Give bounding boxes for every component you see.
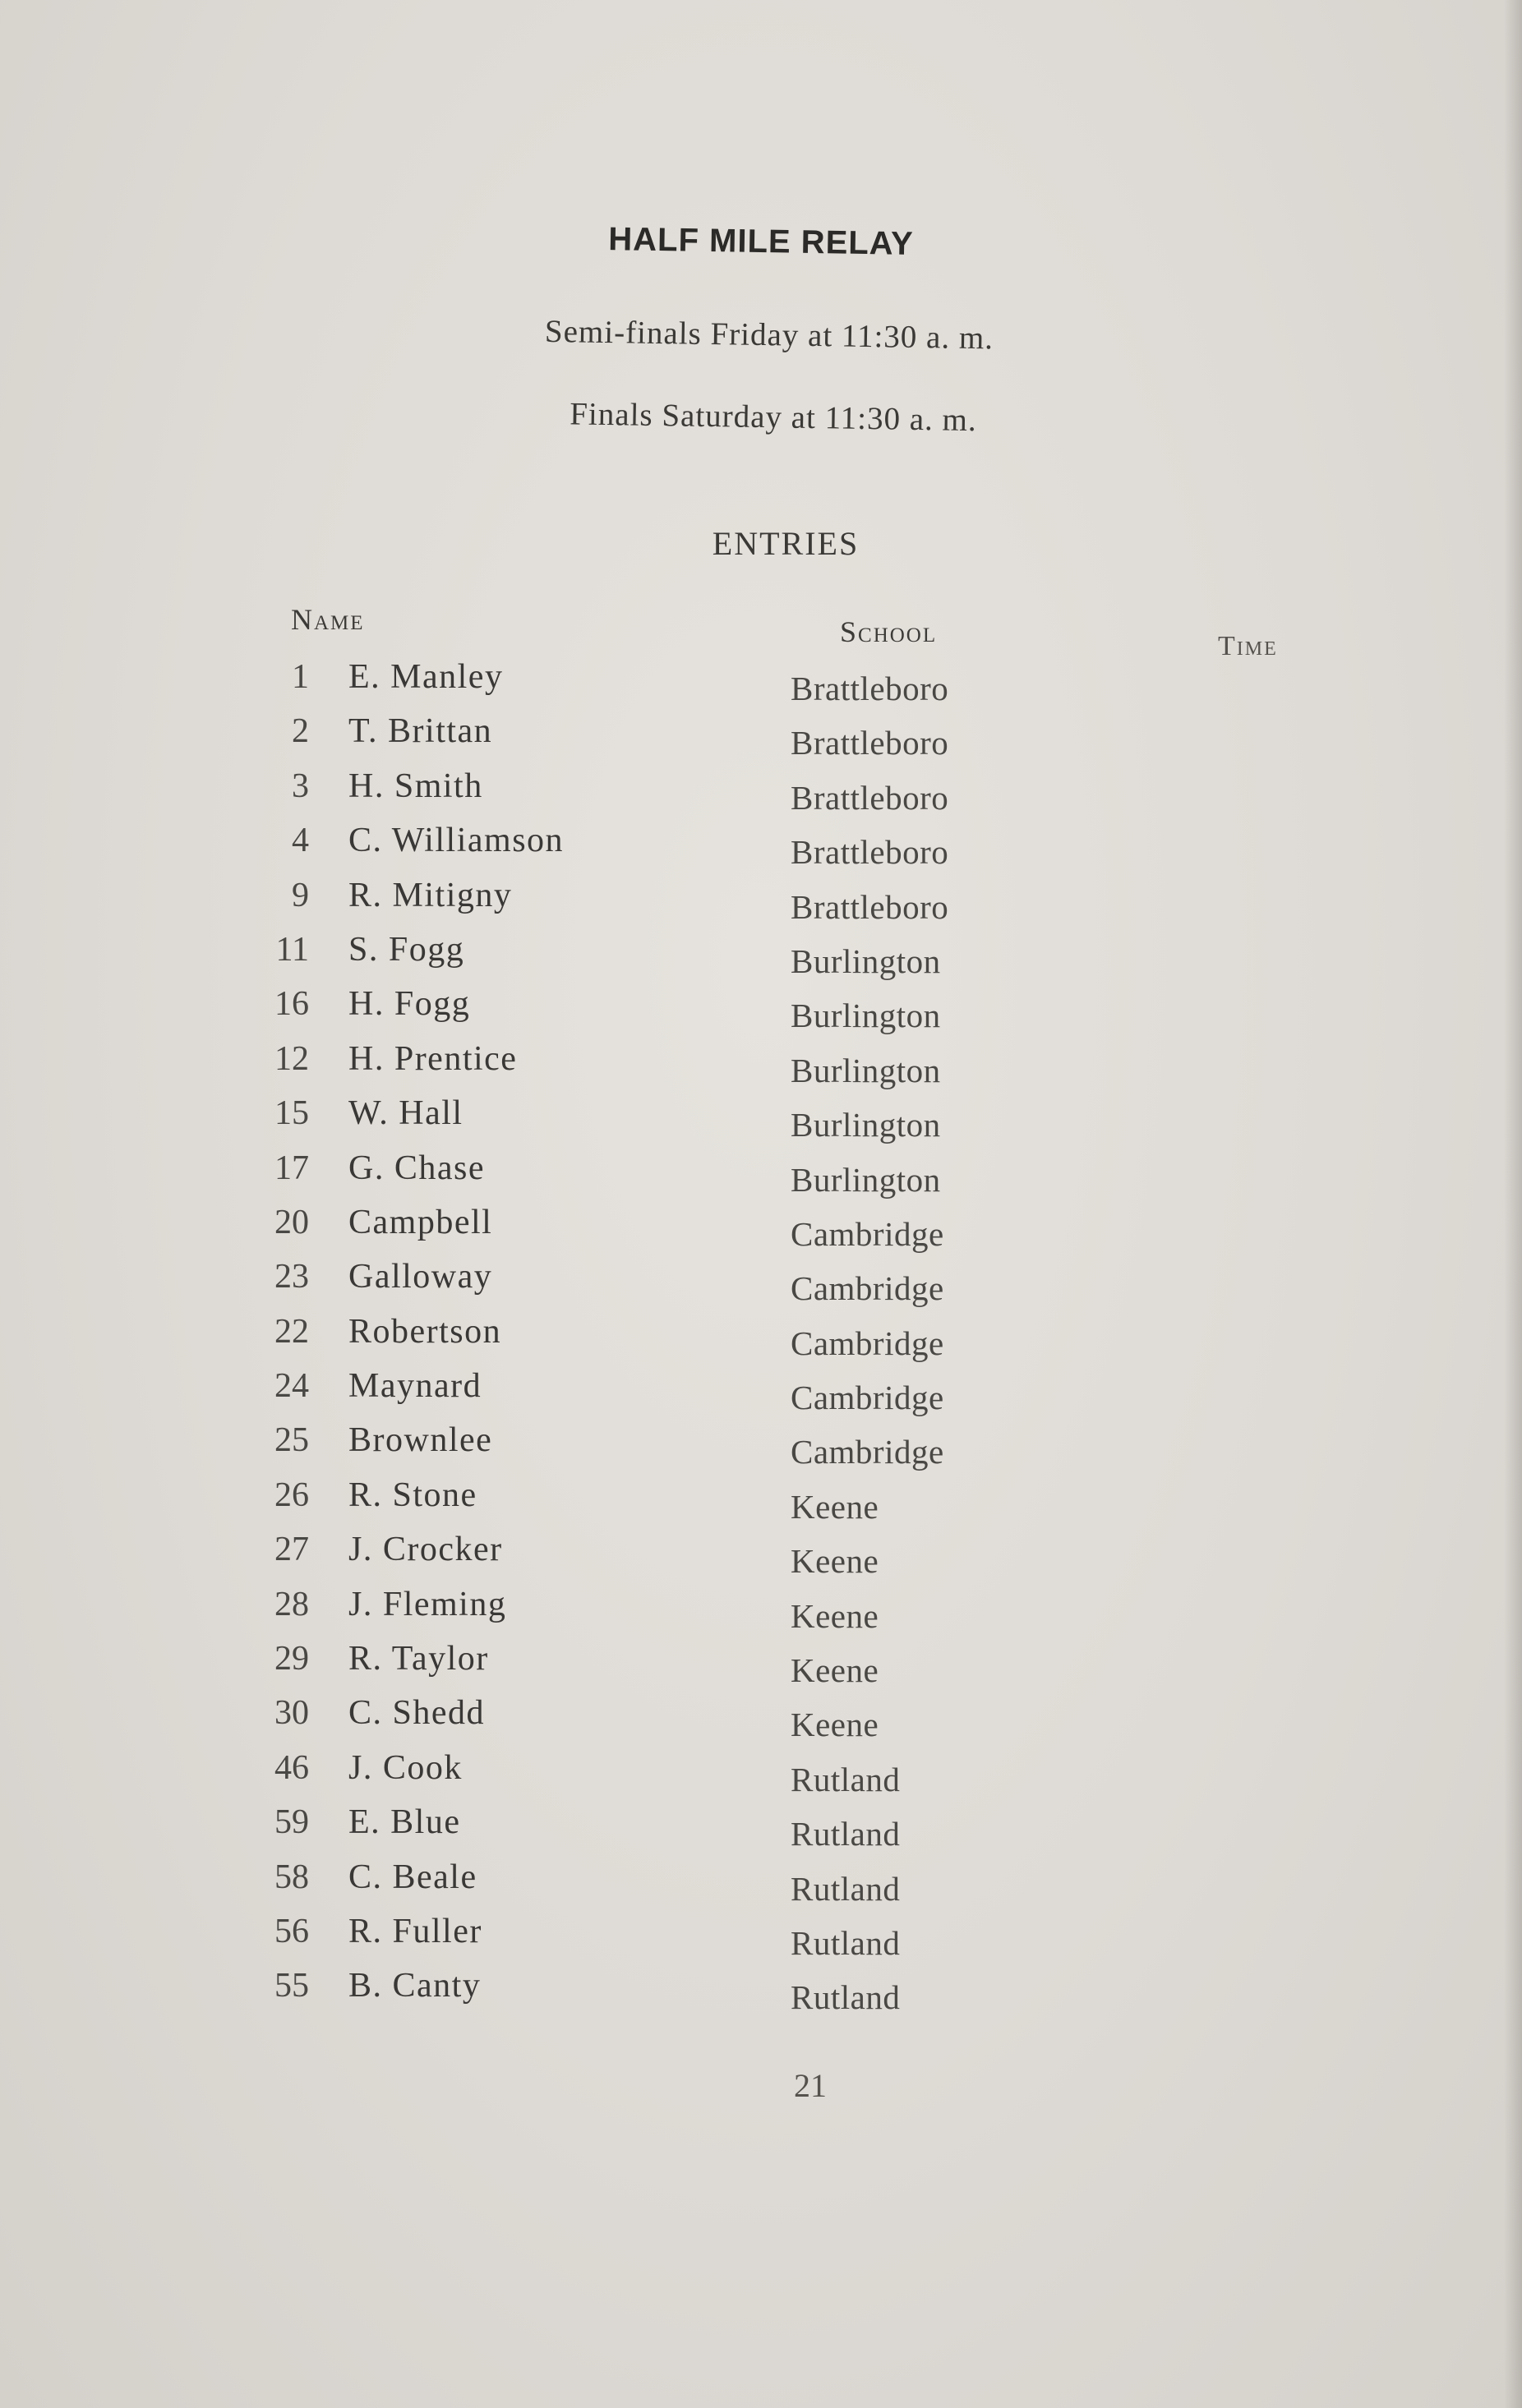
page-title: HALF MILE RELAY — [608, 221, 914, 262]
entry-school: Brattleboro — [791, 887, 949, 926]
entry-school: Keene — [791, 1706, 879, 1744]
entry-row — [0, 1912, 1522, 1966]
entry-school: Rutland — [791, 1923, 901, 1962]
entry-name: H. Fogg — [348, 985, 471, 1024]
entry-number: 46 — [274, 1748, 309, 1787]
entry-row — [0, 1639, 1522, 1693]
entry-number: 12 — [274, 1039, 309, 1078]
entry-number: 59 — [274, 1803, 309, 1842]
entry-name: Brownlee — [348, 1421, 493, 1460]
entry-number: 28 — [274, 1585, 309, 1623]
entry-name: R. Fuller — [348, 1912, 482, 1950]
entry-name: R. Stone — [348, 1476, 477, 1514]
entry-name: C. Shedd — [348, 1694, 486, 1733]
entry-number: 15 — [274, 1094, 309, 1133]
entry-name: G. Chase — [348, 1149, 485, 1187]
entry-row — [0, 1420, 1522, 1475]
entry-row — [0, 1693, 1522, 1747]
entry-name: E. Blue — [348, 1803, 461, 1842]
entry-number: 24 — [274, 1367, 309, 1406]
entry-school: Keene — [791, 1596, 879, 1635]
entry-school: Cambridge — [791, 1214, 944, 1253]
entry-number: 17 — [274, 1149, 309, 1187]
entry-name: Robertson — [348, 1312, 502, 1351]
entry-name: J. Fleming — [348, 1585, 507, 1623]
entry-name: Galloway — [348, 1258, 493, 1296]
column-header-school: School — [840, 615, 938, 648]
entry-school: Rutland — [791, 1815, 901, 1853]
entry-school: Rutland — [791, 1978, 901, 2017]
entries-heading: ENTRIES — [712, 525, 860, 562]
entry-row — [0, 1585, 1522, 1639]
entry-number: 23 — [274, 1258, 309, 1296]
entry-school: Burlington — [791, 1160, 941, 1199]
entry-row — [0, 1530, 1522, 1584]
entry-name: J. Crocker — [348, 1531, 503, 1569]
entry-row — [0, 876, 1522, 930]
entry-school: Cambridge — [791, 1379, 944, 1417]
entry-number: 9 — [292, 876, 309, 914]
semifinals-schedule: Semi-finals Friday at 11:30 a. m. — [544, 313, 994, 357]
entry-number: 26 — [274, 1476, 309, 1514]
entry-row — [0, 711, 1522, 766]
entry-row — [0, 984, 1522, 1038]
entry-name: W. Hall — [348, 1094, 464, 1133]
entry-number: 25 — [274, 1421, 309, 1460]
entry-number: 30 — [274, 1694, 309, 1733]
entry-school: Cambridge — [791, 1269, 944, 1308]
entry-name: C. Williamson — [348, 822, 565, 860]
entry-name: Campbell — [348, 1203, 493, 1241]
entry-row — [0, 1093, 1522, 1148]
entry-name: H. Smith — [348, 767, 483, 805]
entry-school: Rutland — [791, 1869, 901, 1908]
entry-school: Rutland — [791, 1760, 901, 1798]
entry-school: Brattleboro — [791, 724, 949, 762]
entry-number: 55 — [274, 1967, 309, 2005]
entry-number: 11 — [275, 930, 309, 969]
entry-row — [0, 1149, 1522, 1203]
entry-row — [0, 1312, 1522, 1366]
entry-number: 1 — [292, 658, 309, 696]
column-header-name: Name — [291, 603, 365, 636]
entry-school: Cambridge — [791, 1324, 944, 1362]
entry-school: Burlington — [791, 942, 941, 980]
entries-list — [0, 657, 1522, 2021]
entry-school: Burlington — [791, 1051, 941, 1089]
entry-name: C. Beale — [348, 1858, 477, 1896]
entry-name: E. Manley — [348, 658, 504, 696]
entry-row — [0, 1039, 1522, 1093]
entry-number: 58 — [274, 1858, 309, 1896]
entry-row — [0, 1748, 1522, 1803]
entry-school: Brattleboro — [791, 670, 949, 707]
entry-name: T. Brittan — [348, 712, 493, 751]
entry-number: 4 — [292, 822, 309, 860]
entry-school: Cambridge — [791, 1433, 944, 1471]
entry-school: Burlington — [791, 1106, 941, 1144]
entry-row — [0, 1858, 1522, 1912]
entry-name: Maynard — [348, 1367, 482, 1406]
entry-number: 27 — [274, 1531, 309, 1569]
finals-schedule: Finals Saturday at 11:30 a. m. — [569, 396, 978, 439]
entry-number: 2 — [292, 712, 309, 751]
entry-number: 22 — [274, 1312, 309, 1351]
page-number: 21 — [794, 2067, 827, 2104]
entry-name: R. Taylor — [348, 1640, 489, 1678]
entry-row — [0, 767, 1522, 821]
entry-row — [0, 1203, 1522, 1257]
entry-school: Keene — [791, 1542, 879, 1581]
entry-number: 29 — [274, 1640, 309, 1678]
entry-number: 3 — [292, 767, 309, 805]
entry-name: B. Canty — [348, 1967, 482, 2005]
entry-row — [0, 1803, 1522, 1857]
entry-school: Brattleboro — [791, 833, 949, 872]
entry-row — [0, 930, 1522, 984]
entry-number: 56 — [274, 1912, 309, 1950]
entry-name: H. Prentice — [348, 1039, 518, 1078]
entry-school: Burlington — [791, 997, 941, 1035]
entry-row — [0, 1476, 1522, 1530]
entry-number: 20 — [274, 1203, 309, 1241]
entry-name: R. Mitigny — [348, 876, 513, 914]
entry-school: Brattleboro — [791, 778, 949, 817]
entry-school: Keene — [791, 1487, 879, 1526]
entry-name: J. Cook — [348, 1748, 463, 1787]
entry-row — [0, 1257, 1522, 1311]
column-header-time: Time — [1218, 631, 1278, 661]
entry-school: Keene — [791, 1651, 879, 1690]
entry-row — [0, 1366, 1522, 1420]
entry-row — [0, 1966, 1522, 2020]
entry-row — [0, 821, 1522, 875]
entry-row — [0, 657, 1522, 711]
entry-number: 16 — [274, 985, 309, 1024]
entry-name: S. Fogg — [348, 930, 465, 969]
